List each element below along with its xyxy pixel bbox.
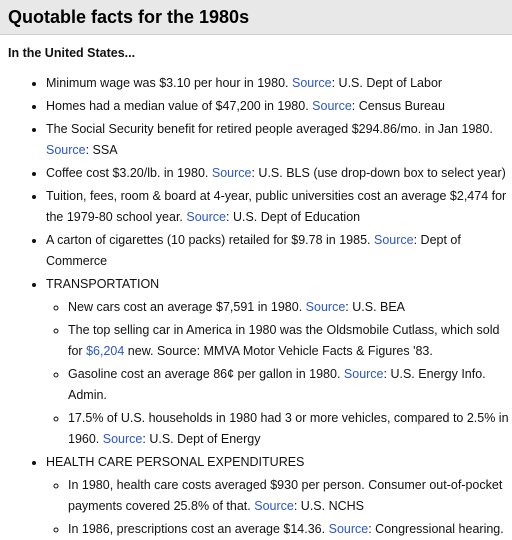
fact-item	[68, 408, 512, 450]
source-name: new. Source: MMVA Motor Vehicle Facts & Figures '83.	[124, 344, 433, 358]
fact-item	[68, 364, 512, 406]
fact-item	[46, 96, 512, 117]
transportation-list	[46, 297, 512, 450]
source-link[interactable]: Source	[186, 210, 226, 224]
source-name: : U.S. NCHS	[293, 499, 364, 513]
source-link[interactable]: Source	[102, 432, 143, 446]
source-name: : Dept of Commerce	[46, 233, 461, 268]
fact-text: The Social Security benefit for retired people averaged $294.86/mo. in Jan 1980.	[46, 122, 493, 136]
source-link[interactable]: Source	[46, 143, 86, 157]
fact-text: Coffee cost $3.20/lb. in 1980.	[46, 166, 209, 180]
source-name: : U.S. Dept of Energy	[142, 432, 261, 446]
price-link[interactable]: $6,204	[86, 344, 125, 358]
fact-item	[46, 186, 512, 228]
source-link[interactable]: Source	[254, 499, 294, 513]
fact-text: A carton of cigarettes (10 packs) retailed for $9.78 in 1985.	[46, 233, 371, 247]
source-link[interactable]: Source	[305, 300, 346, 314]
source-link[interactable]: Source	[328, 522, 369, 536]
source-name: : Congressional hearing.	[368, 522, 504, 536]
fact-text: Tuition, fees, room & board at 4-year, public universities cost an average $2,474 for the 1979-80 school year.	[46, 189, 507, 224]
health-list	[46, 475, 512, 540]
source-name: : U.S. BEA	[345, 300, 406, 314]
transportation-section	[46, 274, 512, 450]
fact-text: Minimum wage was $3.10 per hour in 1980.	[46, 76, 289, 90]
fact-text: In 1980, health care costs averaged $930 per person. Consumer out-of-pocket payments covered 25.8% of that.	[68, 478, 503, 513]
fact-text: Homes had a median value of $47,200 in 1980.	[46, 99, 309, 113]
fact-item	[68, 519, 512, 540]
source-link[interactable]: Source	[373, 233, 414, 247]
fact-item	[46, 119, 512, 161]
facts-list	[0, 73, 512, 540]
source-name: : SSA	[85, 143, 118, 157]
source-name: : U.S. Dept of Labor	[331, 76, 443, 90]
fact-item	[46, 73, 512, 94]
section-heading: In the United States...	[8, 46, 136, 60]
fact-text: The top selling car in America in 1980 was the Oldsmobile Cutlass, which sold for	[68, 323, 500, 358]
source-name: : U.S. Energy Info. Admin.	[68, 367, 486, 402]
fact-text: Gasoline cost an average 86¢ per gallon in 1980.	[68, 367, 341, 381]
fact-text: 17.5% of U.S. households in 1980 had 3 or more vehicles, compared to 2.5% in 1960.	[68, 411, 509, 446]
fact-item	[68, 297, 512, 318]
source-name: : Census Bureau	[351, 99, 445, 113]
title-bar	[0, 0, 512, 35]
health-section	[46, 452, 512, 540]
transportation-heading: TRANSPORTATION	[46, 277, 160, 291]
fact-text: In 1986, prescriptions cost an average $14.36.	[68, 522, 326, 536]
source-link[interactable]: Source	[312, 99, 352, 113]
fact-text: New cars cost an average $7,591 in 1980.	[68, 300, 303, 314]
source-link[interactable]: Source	[291, 76, 332, 90]
source-link[interactable]: Source	[211, 166, 252, 180]
source-link[interactable]: Source	[343, 367, 384, 381]
source-name: : U.S. Dept of Education	[226, 210, 361, 224]
fact-item	[46, 230, 512, 272]
fact-item	[68, 475, 512, 517]
page-title: Quotable facts for the 1980s	[8, 7, 250, 27]
health-heading: HEALTH CARE PERSONAL EXPENDITURES	[46, 455, 305, 469]
fact-item	[46, 163, 512, 184]
source-name: : U.S. BLS (use drop-down box to select year)	[251, 166, 506, 180]
fact-item	[68, 320, 512, 362]
